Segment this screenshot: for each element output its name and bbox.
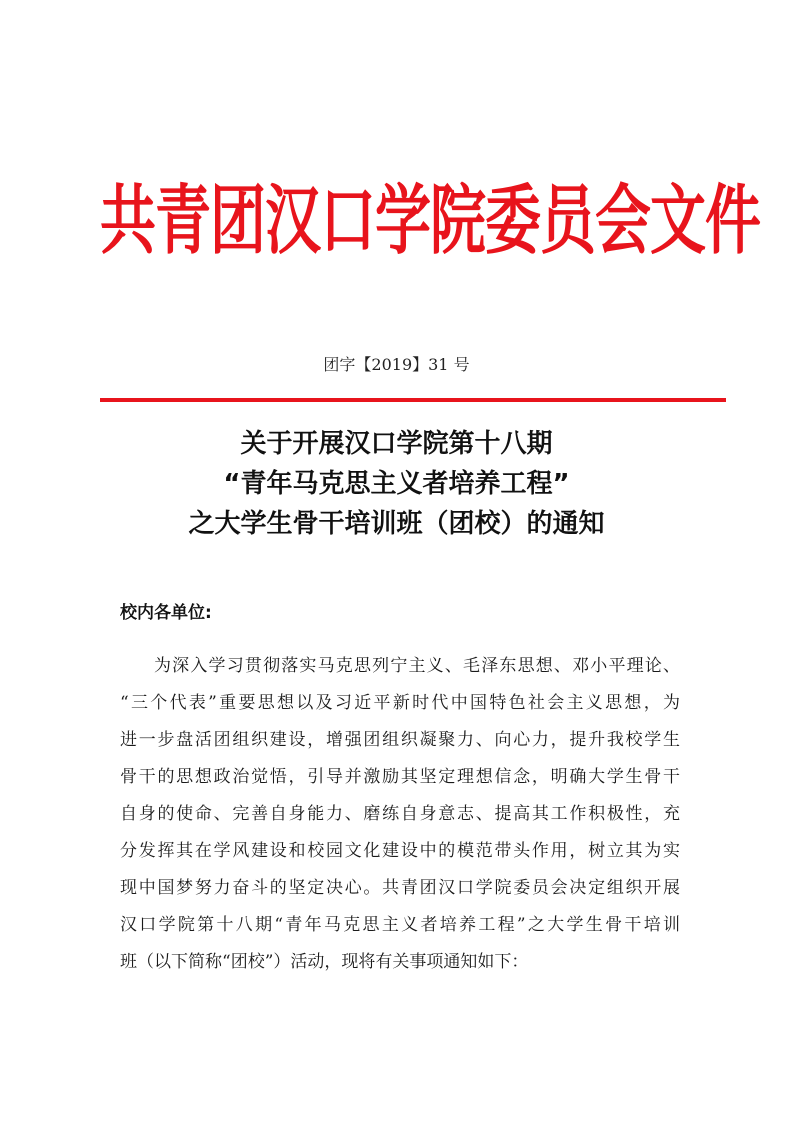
salutation: 校内各单位:	[120, 603, 212, 623]
subject-line: 关于开展汉口学院第十八期	[240, 429, 553, 459]
body-line: 自身的使命、完善自身能力、磨练自身意志、提高其工作积极性，充	[120, 804, 680, 824]
subject-line: “青年马克思主义者培养工程”	[223, 469, 570, 499]
red-divider-line	[100, 398, 726, 402]
body-line: 分发挥其在学风建设和校园文化建设中的模范带头作用，树立其为实	[120, 841, 680, 861]
body-line: “三个代表”重要思想以及习近平新时代中国特色社会主义思想，为	[120, 693, 680, 713]
body-line: 现中国梦努力奋斗的坚定决心。共青团汉口学院委员会决定组织开展	[120, 878, 680, 898]
notice-body	[120, 648, 680, 981]
document-number: 团字【2019】31 号	[323, 355, 470, 374]
body-line: 班（以下简称“团校”）活动，现将有关事项通知如下：	[120, 952, 529, 972]
subject-line: 之大学生骨干培训班（团校）的通知	[188, 509, 605, 539]
body-line: 为深入学习贯彻落实马克思列宁主义、毛泽东思想、邓小平理论、	[154, 656, 680, 676]
body-line: 汉口学院第十八期“青年马克思主义者培养工程”之大学生骨干培训	[120, 915, 680, 935]
body-line: 骨干的思想政治觉悟，引导并激励其坚定理想信念，明确大学生骨干	[120, 767, 680, 787]
document-header-title: 共青团汉口学院委员会文件	[100, 177, 760, 266]
body-line: 进一步盘活团组织建设，增强团组织凝聚力、向心力，提升我校学生	[120, 730, 680, 750]
notice-subject	[0, 424, 793, 544]
